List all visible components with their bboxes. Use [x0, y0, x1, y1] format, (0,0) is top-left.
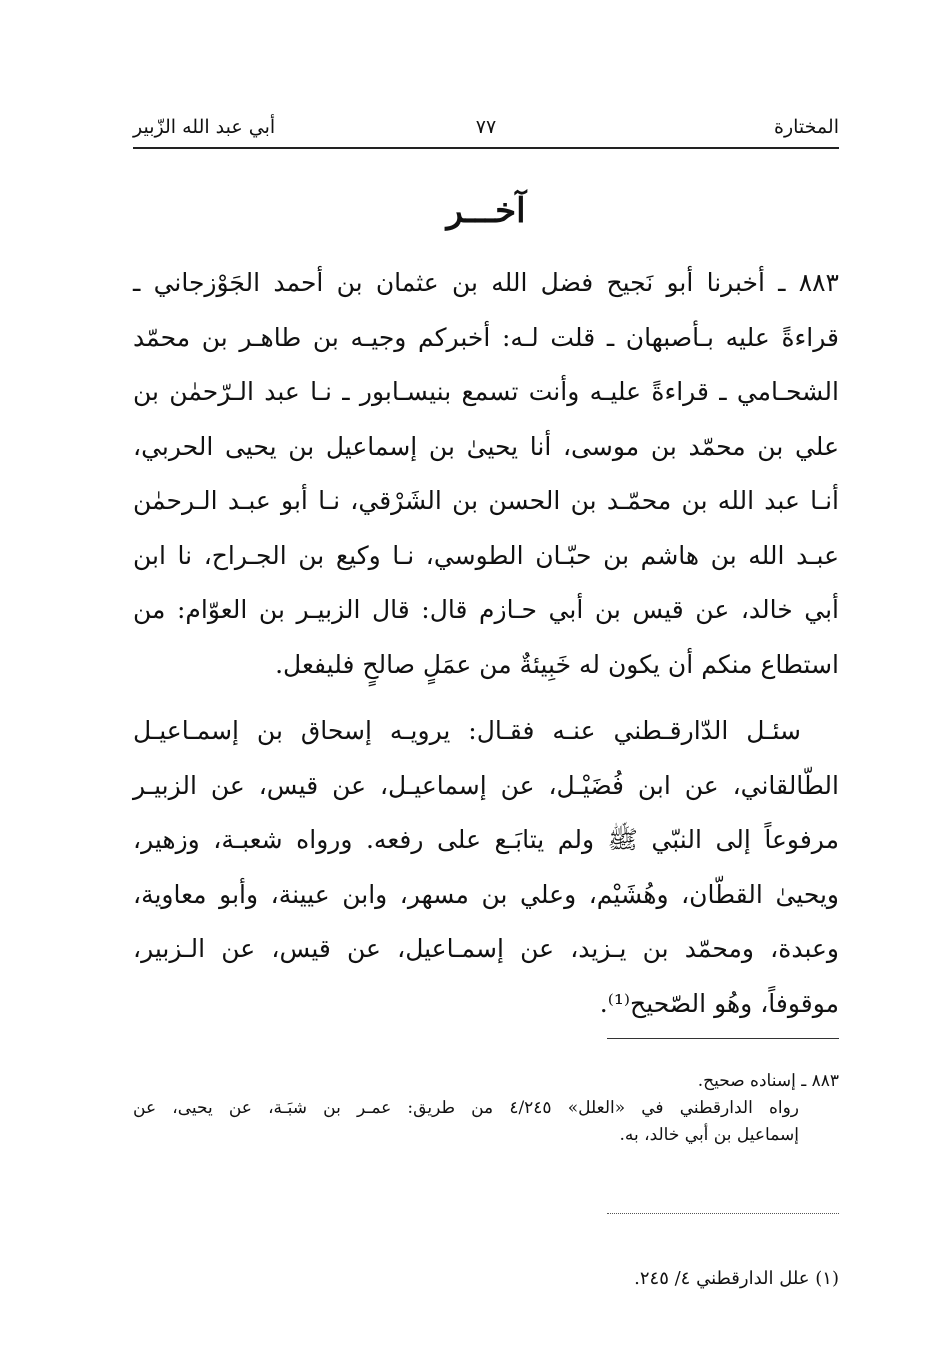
- note-source: رواه الدارقطني في «العلل» ٤/٢٤٥ من طريق: عمـر بن شبَـة، عن يحيى، عن: [133, 1098, 800, 1118]
- note-grading: ٨٨٣ ـ إسناده صحيح.: [697, 1071, 839, 1091]
- notes-divider: [607, 1038, 839, 1039]
- running-header: [133, 112, 839, 142]
- text-line: مرفوعاً إلى النبّي ﷺ ولم يتابَـع على رفعه. ورواه شعبـة، وزهير،: [133, 825, 839, 854]
- chapter-title: أبي عبد الله الزّبير: [133, 116, 276, 138]
- text-line: سئـل الدّارقـطني عنـه فقـال: يرويـه إسحاق بن إسمـاعيـل: [133, 716, 801, 745]
- text-line: موقوفاً، وهُو الصّحيح⁽¹⁾.: [599, 988, 839, 1018]
- text-line: أنـا عبد الله بن محمّـد بن الحسن بن الشَرْقي، نـا أبو عبـد الـرحمٰن: [133, 486, 839, 515]
- page-number: ٧٧: [475, 116, 497, 138]
- text-line: علي بن محمّد بن موسى، أنا يحيىٰ بن إسماعيل بن يحيى الحربي،: [133, 431, 839, 461]
- text-line: ٨٨٣ ـ أخبرنا أبو نَجيح فضل الله بن عثمان بن أحمد الجَوْزجاني ـ: [133, 268, 839, 297]
- book-title: المختارة: [774, 116, 839, 138]
- text-line: الطّالقاني، عن ابن فُضَيْـل، عن إسماعيـل، عن قيس، عن الزبيـر: [133, 770, 839, 800]
- hadith-paragraph: [133, 256, 839, 692]
- text-line: استطاع منكم أن يكون له خَبِيئةٌ من عمَلٍ صالحٍ فليفعل.: [275, 649, 839, 679]
- text-line: الشحـامي ـ قراءةً عليـه وأنت تسمع بنيسـابور ـ نـا عبد الـرّحمٰن بن: [133, 377, 839, 406]
- main-text: [133, 256, 839, 1031]
- text-line: عبـد الله بن هاشم بن حبّـان الطوسي، نـا وكيع بن الجـراح، نا ابن: [133, 540, 839, 570]
- text-line: قراءةً عليه بـأصبهان ـ قلت لـه: أخبركم وجيـه بن طاهـر بن محمّد: [133, 322, 839, 352]
- footnote: (١) علل الدارقطني ٤/ ٢٤٥.: [634, 1268, 839, 1289]
- text-line: ويحيىٰ القطّان، وهُشَيْم، وعلي بن مسهر، وابن عيينة، وأبو معاوية،: [133, 879, 839, 909]
- commentary-paragraph: [133, 704, 839, 1031]
- text-line: وعبدة، ومحمّد بن يـزيد، عن إسمـاعيل، عن قيس، عن الـزبير،: [133, 934, 839, 963]
- header-divider: [133, 147, 839, 149]
- text-line: أبي خالد، عن قيس بن أبي حـازم قال: قال الزبيـر بن العوّام: من: [133, 595, 839, 624]
- note-source-cont: إسماعيل بن أبي خالد، به.: [619, 1125, 799, 1145]
- takhrij-notes: [133, 1068, 839, 1149]
- footnote-divider: [607, 1213, 839, 1214]
- section-heading: آخـــر: [446, 191, 526, 231]
- paragraph-gap: [133, 692, 839, 704]
